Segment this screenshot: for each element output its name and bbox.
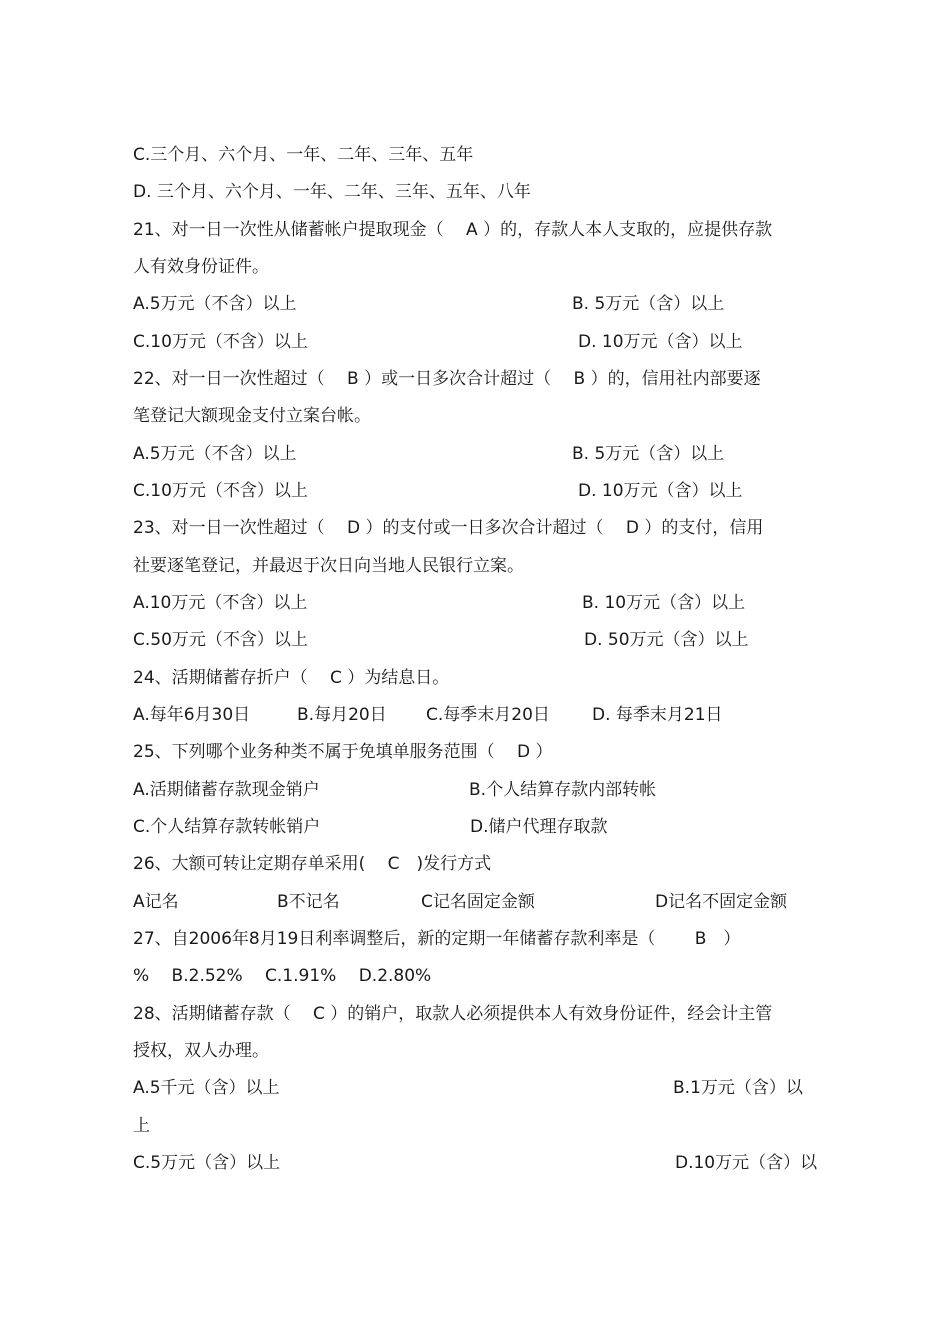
q23-option-a: A.10万元（不含）以上 (133, 593, 308, 613)
q22-text: 22、对一日一次性超过（ B ）或一日多次合计超过（ B ）的，信用社内部要逐 (133, 369, 761, 389)
q28-option-c: C.5万元（含）以上 (133, 1153, 281, 1173)
q24-option-c: C.每季末月20日 (426, 705, 550, 725)
q21-text: 21、对一日一次性从储蓄帐户提取现金（ A ）的，存款人本人支取的，应提供存款 (133, 220, 773, 240)
q28-option-b: B.1万元（含）以 (673, 1078, 803, 1098)
q25-option-d: D.储户代理存取款 (470, 817, 608, 837)
q25-text: 25、下列哪个业务种类不属于免填单服务范围（ D ） (133, 742, 553, 762)
q21-option-b: B. 5万元（含）以上 (572, 294, 725, 314)
q24-text: 24、活期储蓄存折户（ C ）为结息日。 (133, 668, 450, 688)
q21-option-d: D. 10万元（含）以上 (578, 332, 743, 352)
q23-text: 23、对一日一次性超过（ D ）的支付或一日多次合计超过（ D ）的支付，信用 (133, 518, 764, 538)
q22-text-cont: 笔登记大额现金支付立案台帐。 (133, 406, 371, 426)
q23-text-cont: 社要逐笔登记，并最迟于次日向当地人民银行立案。 (133, 556, 524, 576)
q28-option-d: D.10万元（含）以 (675, 1153, 818, 1173)
q25-option-a: A.活期储蓄存款现金销户 (133, 780, 320, 800)
q21-option-c: C.10万元（不含）以上 (133, 332, 308, 352)
q26-option-b: B不记名 (277, 892, 340, 912)
q25-option-c: C.个人结算存款转帐销户 (133, 817, 321, 837)
q22-option-c: C.10万元（不含）以上 (133, 481, 308, 501)
q28-option-a: A.5千元（含）以上 (133, 1078, 280, 1098)
q21-option-a: A.5万元（不含）以上 (133, 294, 297, 314)
q22-option-b: B. 5万元（含）以上 (572, 444, 725, 464)
q23-option-b: B. 10万元（含）以上 (582, 593, 746, 613)
q26-option-c: C记名固定金额 (421, 892, 535, 912)
q26-option-d: D记名不固定金额 (655, 892, 788, 912)
q20-option-c: C.三个月、六个月、一年、二年、三年、五年 (133, 145, 474, 165)
q21-text-cont: 人有效身份证件。 (133, 257, 269, 277)
q28-text-cont: 授权，双人办理。 (133, 1041, 269, 1061)
q26-option-a: A记名 (133, 892, 179, 912)
q27-text: 27、自2006年8月19日利率调整后，新的定期一年储蓄存款利率是（ B ） (133, 929, 741, 949)
q23-option-c: C.50万元（不含）以上 (133, 630, 308, 650)
q24-option-a: A.每年6月30日 (133, 705, 251, 725)
q28-option-b-wrap: 上 (133, 1116, 150, 1136)
q24-option-d: D. 每季末月21日 (592, 705, 723, 725)
q20-option-d: D. 三个月、六个月、一年、二年、三年、五年、八年 (133, 182, 531, 202)
q27-options: % B.2.52% C.1.91% D.2.80% (133, 966, 432, 986)
q24-option-b: B.每月20日 (297, 705, 387, 725)
q23-option-d: D. 50万元（含）以上 (584, 630, 749, 650)
q25-option-b: B.个人结算存款内部转帐 (469, 780, 657, 800)
q22-option-a: A.5万元（不含）以上 (133, 444, 297, 464)
q28-text: 28、活期储蓄存款（ C ）的销户，取款人必须提供本人有效身份证件，经会计主管 (133, 1004, 773, 1024)
q22-option-d: D. 10万元（含）以上 (578, 481, 743, 501)
q26-text: 26、大额可转让定期存单采用( C )发行方式 (133, 854, 492, 874)
